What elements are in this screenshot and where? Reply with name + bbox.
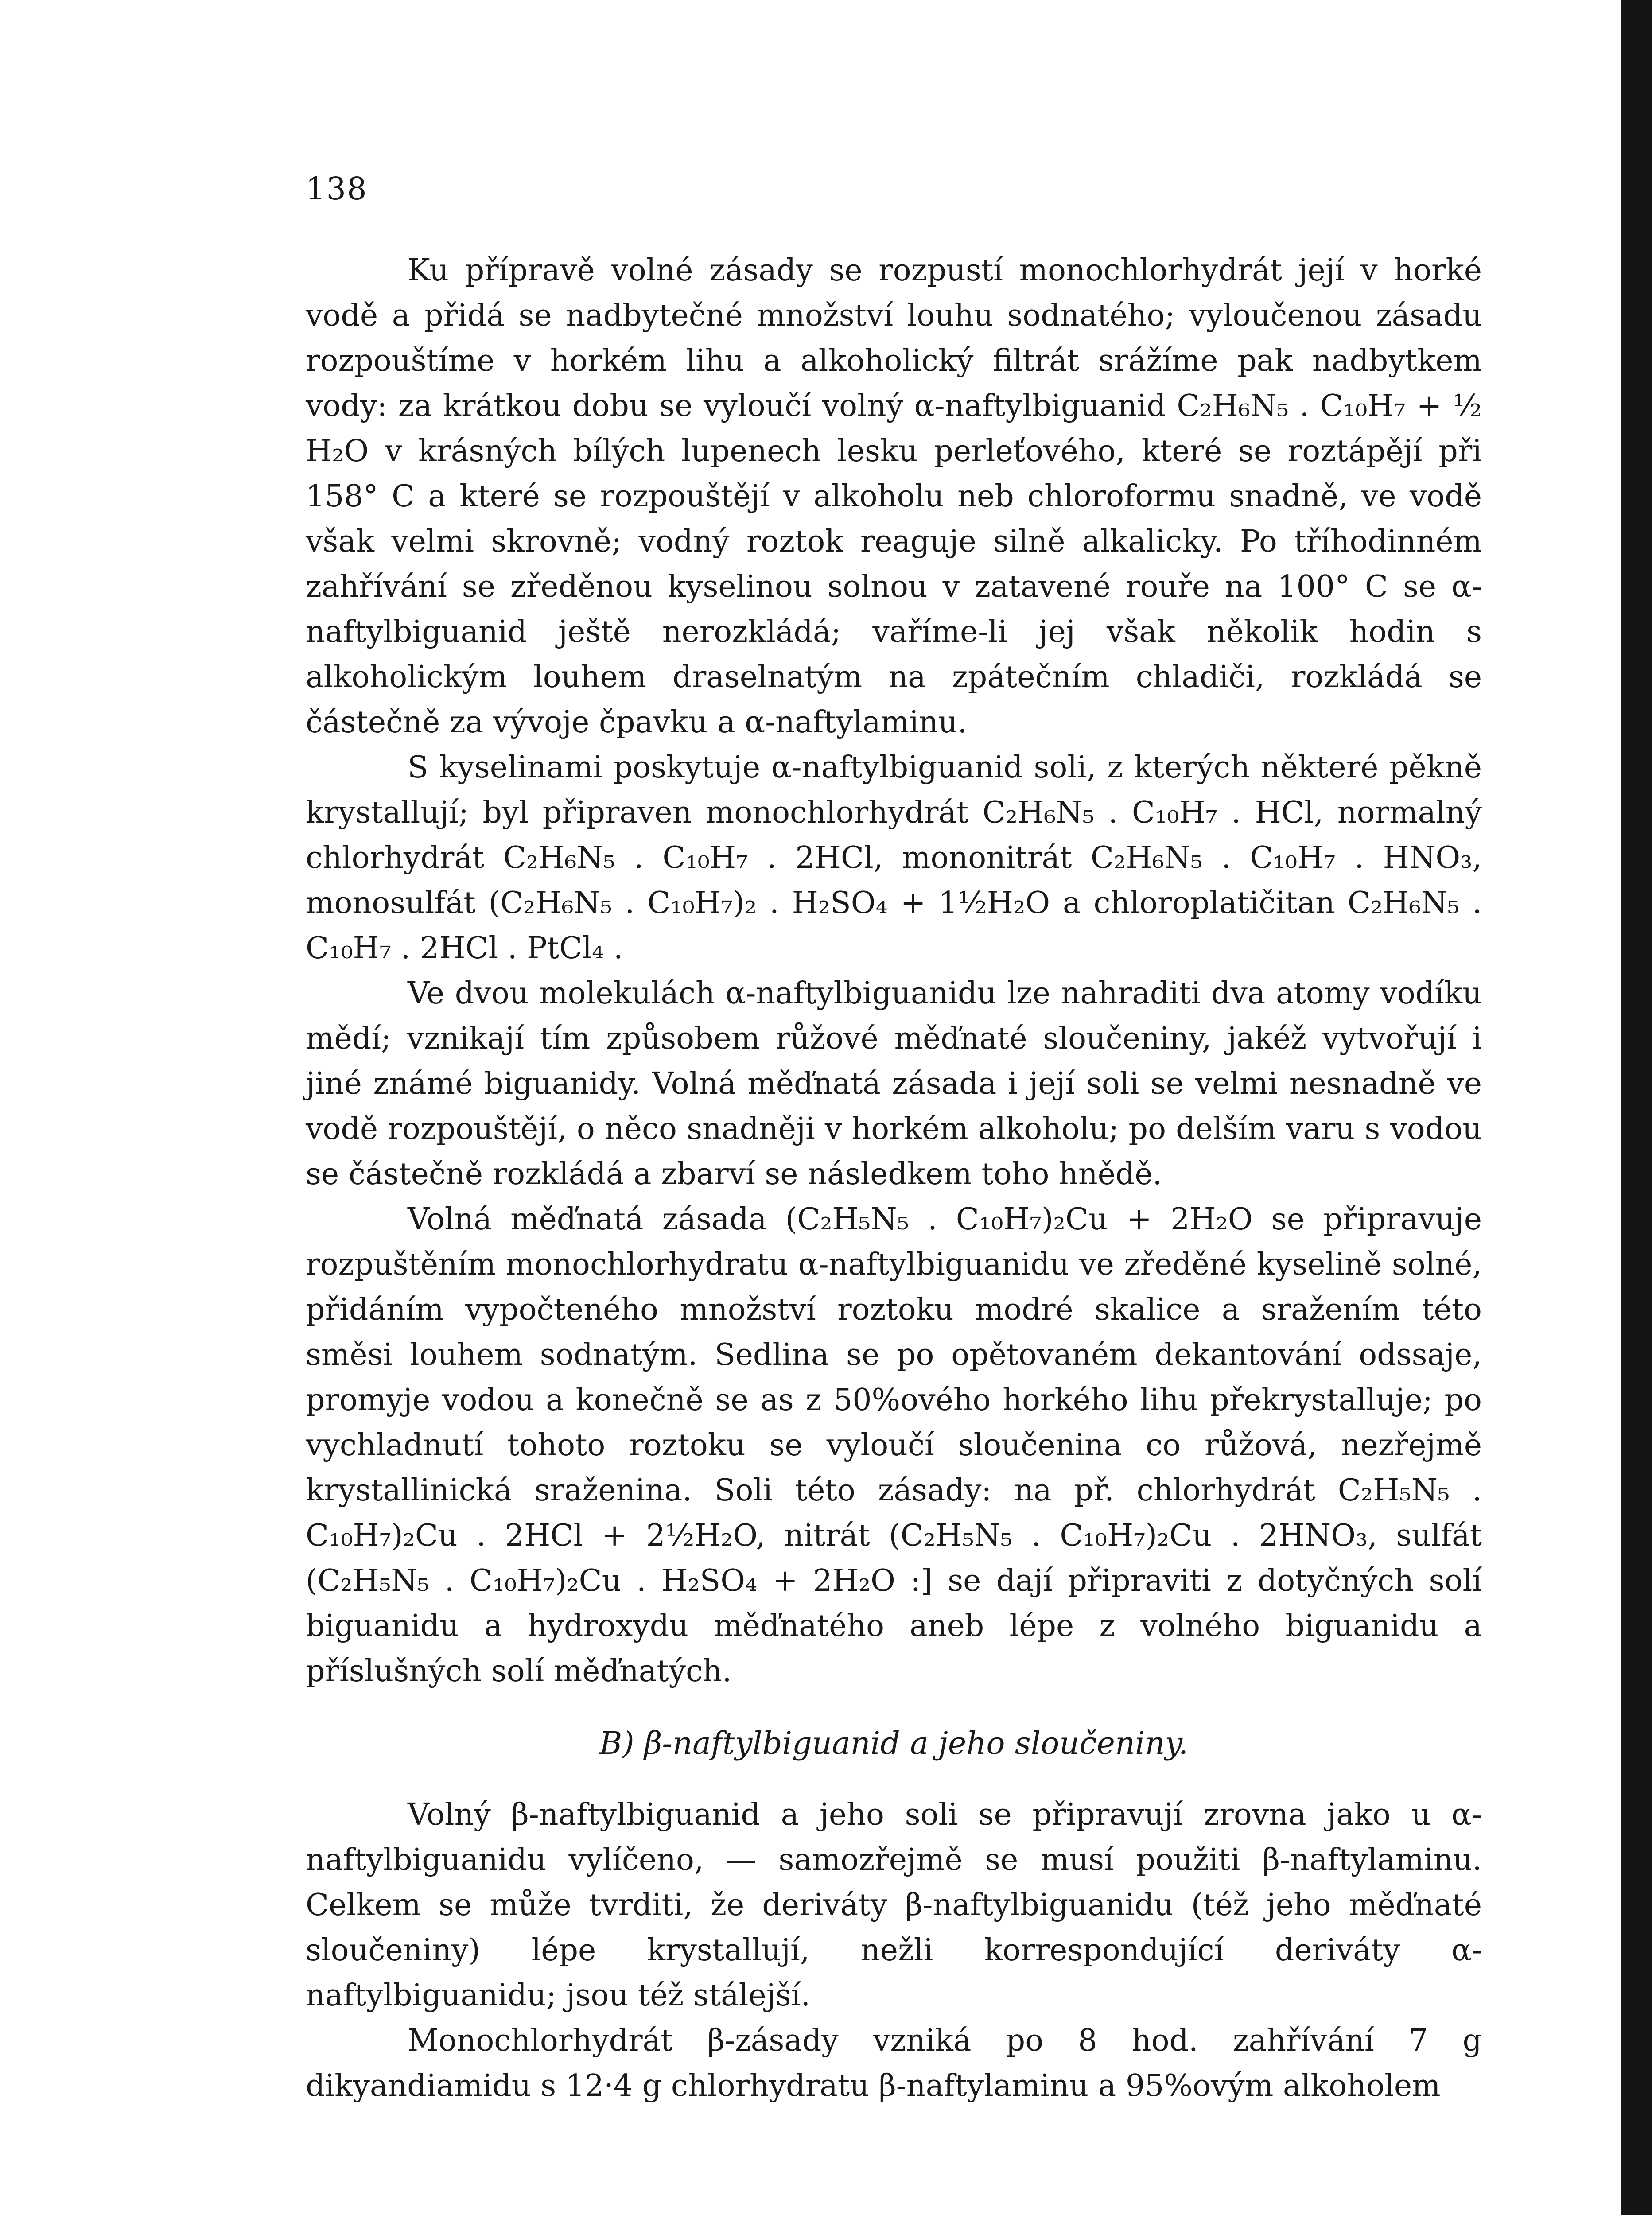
section-heading: B) β-naftylbiguanid a jeho sloučeniny. <box>599 1725 1189 1761</box>
paragraph-salts: S kyselinami poskytuje α-naftylbiguanid soli, z kterých některé pěkně krystallují; byl připraven monochlorhydrát C₂H₆N₅ . C₁₀H₇ . HCl, normalný chlorhydrát C₂H₆N₅ . C₁₀H₇ . 2HCl, mononitrát C₂H₆N₅ . C₁₀H₇ . HNO₃, monosulfát (C₂H₆N₅ . C₁₀H₇)₂ . H₂SO₄ + 1½H₂O a chloroplatičitan C₂H₆N₅ . C₁₀H₇ . 2HCl . PtCl₄ . <box>306 750 1482 966</box>
paragraph-copper-base: Volná měďnatá zásada (C₂H₅N₅ . C₁₀H₇)₂Cu + 2H₂O se připravuje rozpuštěním monochlorhydratu α-naftylbiguanidu ve zředěné kyselině solné, přidáním vypočteného množství roztoku modré skalice a sražením této směsi louhem sodnatým. Sedlina se po opětovaném dekantování odssaje, promyje vodou a konečně se as z 50%ového horkého lihu překrystalluje; po vychladnutí tohoto roztoku se vyloučí sloučenina co růžová, nezřejmě krystallinická sraženina. Soli této zásady: na př. chlorhydrát C₂H₅N₅ . C₁₀H₇)₂Cu . 2HCl + 2½H₂O, nitrát (C₂H₅N₅ . C₁₀H₇)₂Cu . 2HNO₃, sulfát (C₂H₅N₅ . C₁₀H₇)₂Cu . H₂SO₄ + 2H₂O :] se dají připraviti z dotyčných solí biguanidu a hydroxydu měďnatého aneb lépe z volného biguanidu a příslušných solí měďnatých. <box>306 1202 1482 1689</box>
page-body <box>306 248 1482 2109</box>
paragraph-beta-base: Volný β-naftylbiguanid a jeho soli se připravují zrovna jako u α-naftylbiguanidu vylíčeno, — samozřejmě se musí použiti β-naftylaminu. Celkem se může tvrditi, že deriváty β-naftylbiguanidu (též jeho měďnaté sloučeniny) lépe krystallují, nežli korrespondující deriváty α-naftylbiguanidu; jsou též stálejší. <box>306 1797 1482 2013</box>
paragraph-copper-compounds: Ve dvou molekulách α-naftylbiguanidu lze nahraditi dva atomy vodíku mědí; vznikají tím způsobem růžové měďnaté sloučeniny, jakéž vytvořují i jiné známé biguanidy. Volná měďnatá zásada i její soli se velmi nesnadně ve vodě rozpouštějí, o něco snadněji v horkém alkoholu; po delším varu s vodou se částečně rozkládá a zbarví se následkem toho hnědě. <box>306 976 1482 1192</box>
page-number: 138 <box>306 171 368 207</box>
paragraph-beta-monochlorhydrate: Monochlorhydrát β-zásady vzniká po 8 hod. zahřívání 7 g dikyandiamidu s 12·4 g chlorhydratu β-naftylaminu a 95%ovým alkoholem <box>306 2023 1482 2103</box>
paragraph-free-base: Ku přípravě volné zásady se rozpustí monochlorhydrát její v horké vodě a přidá se nadbytečné množství louhu sodnatého; vyloučenou zásadu rozpouštíme v horkém lihu a alkoholický filtrát srážíme pak nadbytkem vody: za krátkou dobu se vyloučí volný α-naftylbiguanid C₂H₆N₅ . C₁₀H₇ + ½ H₂O v krásných bílých lupenech lesku perleťového, které se roztápějí při 158° C a které se rozpouštějí v alkoholu neb chloroformu snadně, ve vodě však velmi skrovně; vodný roztok reaguje silně alkalicky. Po tříhodinném zahřívání se zředěnou kyselinou solnou v zatavené rouře na 100° C se α-naftylbiguanid ještě nerozkládá; vaříme-li jej však několik hodin s alkoholickým louhem draselnatým na zpátečním chladiči, rozkládá se částečně za vývoje čpavku a α-naftylaminu. <box>306 253 1482 740</box>
scan-edge <box>1621 0 1652 2215</box>
